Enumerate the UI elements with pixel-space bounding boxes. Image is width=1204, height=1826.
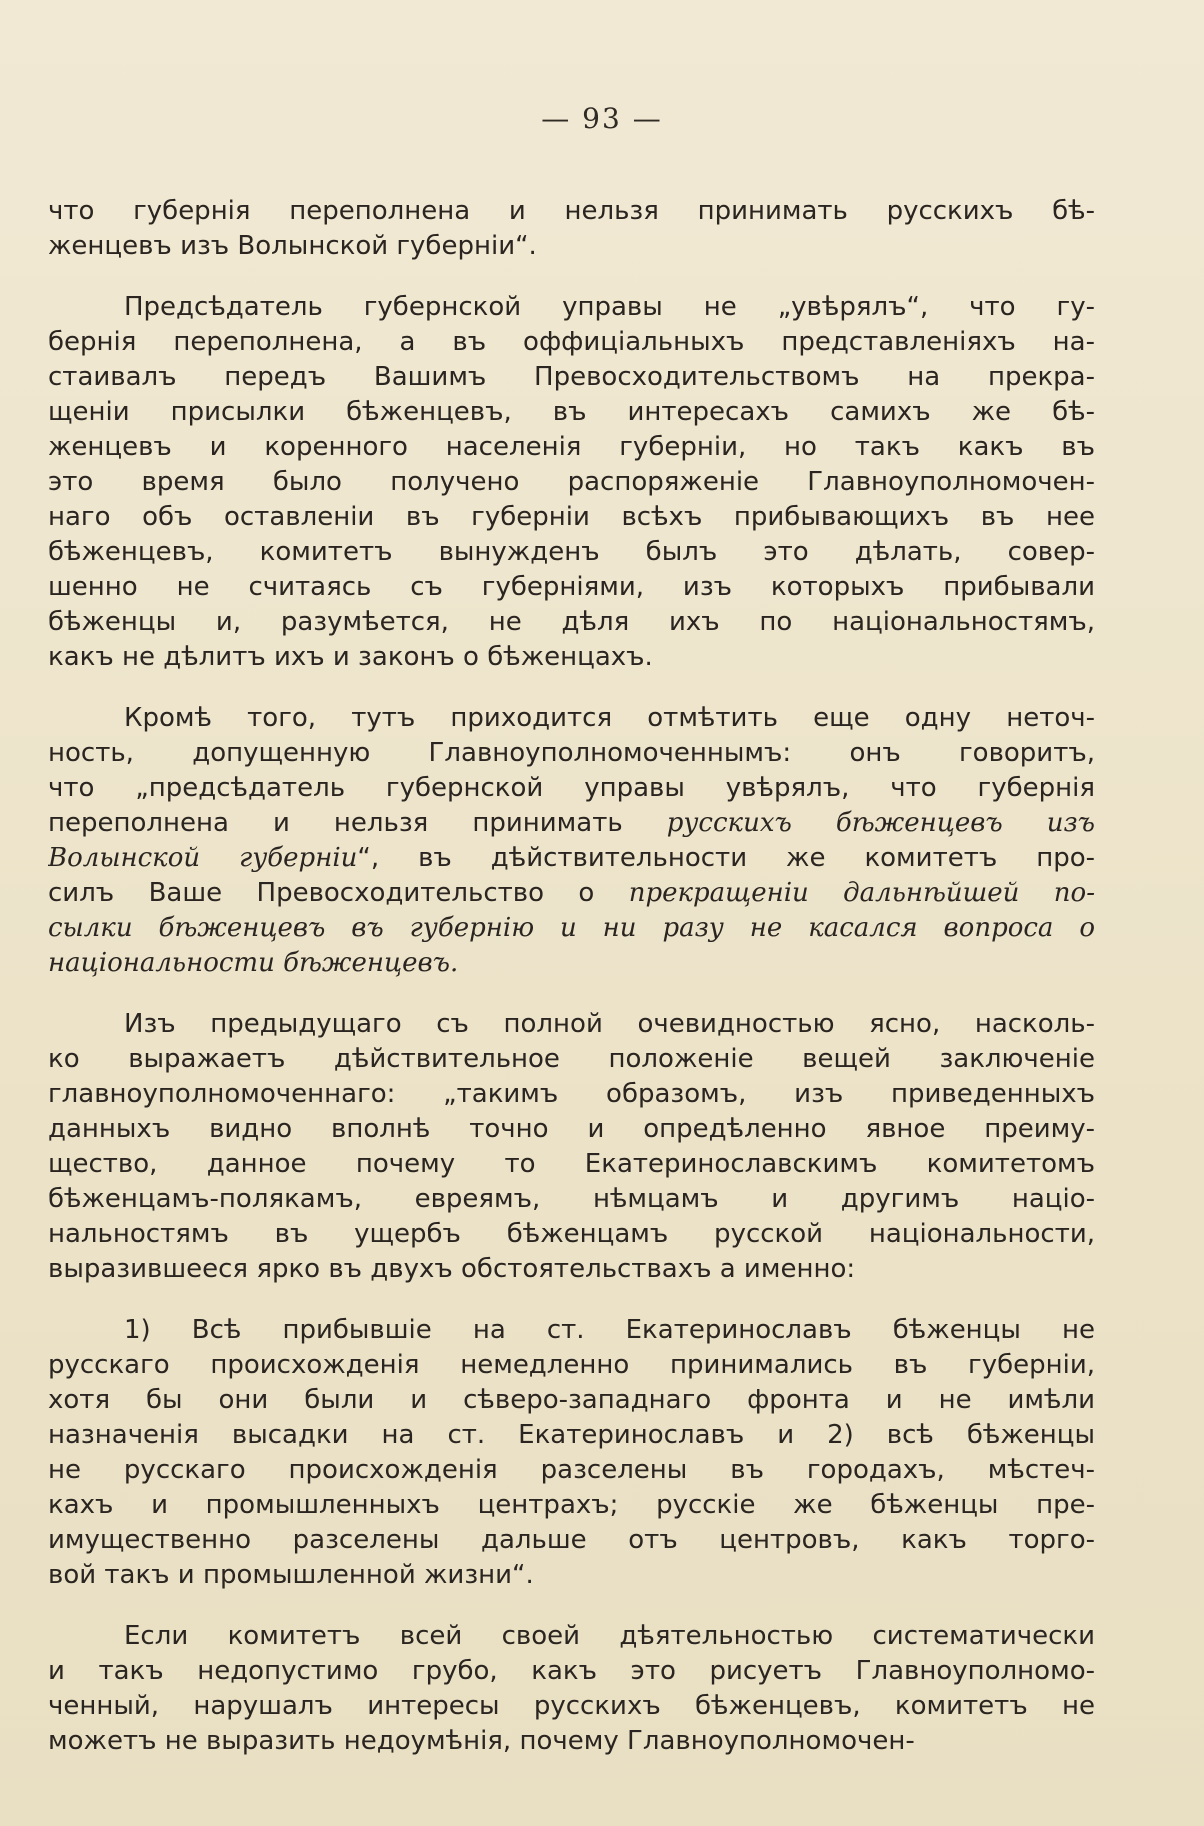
italic-text: сылки бѣженцевъ въ губернію и ни разу не касался вопроса о <box>48 913 1095 943</box>
text-line <box>48 605 1095 640</box>
text-segment: не русскаго происхожденія разселены въ городахъ, мѣстеч- <box>48 1455 1095 1485</box>
text-segment: 1) Всѣ прибывшіе на ст. Екатеринославъ бѣженцы не <box>124 1315 1095 1345</box>
text-line <box>48 1252 1095 1287</box>
text-line <box>48 640 1095 675</box>
text-line <box>48 911 1095 946</box>
text-segment: что „предсѣдатель губернской управы увѣрялъ, что губернія <box>48 773 1095 803</box>
text-line <box>48 1313 1095 1348</box>
paragraph <box>48 1619 1095 1759</box>
text-line <box>48 325 1095 360</box>
text-segment: можетъ не выразить недоумѣнія, почему Главноуполномочен- <box>48 1726 915 1756</box>
text-segment: шенно не считаясь съ губерніями, изъ которыхъ прибывали <box>48 572 1095 602</box>
text-line <box>48 1453 1095 1488</box>
text-line <box>48 1523 1095 1558</box>
text-segment: “, въ дѣйствительности же комитетъ про- <box>357 843 1095 873</box>
text-segment: главноуполномоченнаго: „такимъ образомъ, изъ приведенныхъ <box>48 1079 1095 1109</box>
text-segment: Изъ предыдущаго съ полной очевидностью ясно, насколь- <box>124 1009 1095 1039</box>
text-line <box>48 1488 1095 1523</box>
text-line <box>48 876 1095 911</box>
text-line <box>48 1619 1095 1654</box>
text-segment: Если комитетъ всей своей дѣятельностью систематически <box>124 1621 1095 1651</box>
text-segment: кахъ и промышленныхъ центрахъ; русскіе же бѣженцы пре- <box>48 1490 1095 1520</box>
text-line <box>48 771 1095 806</box>
text-segment: хотя бы они были и сѣверо-западнаго фронта и не имѣли <box>48 1385 1095 1415</box>
text-segment: щеніи присылки бѣженцевъ, въ интересахъ самихъ же бѣ- <box>48 397 1095 427</box>
paragraph <box>48 1007 1095 1287</box>
italic-text: національности бѣженцевъ. <box>48 948 459 978</box>
text-line <box>48 736 1095 771</box>
text-segment: имущественно разселены дальше отъ центровъ, какъ торго- <box>48 1525 1095 1555</box>
italic-text: русскихъ бѣженцевъ изъ <box>666 808 1095 838</box>
text-segment: женцевъ изъ Волынской губерніи“. <box>48 231 537 261</box>
text-line <box>48 1348 1095 1383</box>
paragraph <box>48 290 1095 675</box>
text-line <box>48 1077 1095 1112</box>
paragraph <box>48 194 1095 264</box>
text-line <box>48 1689 1095 1724</box>
text-segment: бѣженцамъ-полякамъ, евреямъ, нѣмцамъ и другимъ націо- <box>48 1184 1095 1214</box>
text-segment: Кромѣ того, тутъ приходится отмѣтить еще одну неточ- <box>124 703 1095 733</box>
body-text <box>48 194 1095 1785</box>
text-segment: вой такъ и промышленной жизни“. <box>48 1560 534 1590</box>
text-segment: ность, допущенную Главноуполномоченнымъ: онъ говоритъ, <box>48 738 1095 768</box>
text-line <box>48 360 1095 395</box>
text-segment: что губернія переполнена и нельзя принимать русскихъ бѣ- <box>48 196 1095 226</box>
italic-text: прекращеніи дальнѣйшей по- <box>628 878 1095 908</box>
text-segment: ченный, нарушалъ интересы русскихъ бѣженцевъ, комитетъ не <box>48 1691 1095 1721</box>
text-line <box>48 1182 1095 1217</box>
text-line <box>48 194 1095 229</box>
text-line <box>48 430 1095 465</box>
text-line <box>48 1112 1095 1147</box>
text-segment: силъ Ваше Превосходительство о <box>48 878 629 908</box>
text-line <box>48 701 1095 736</box>
text-line <box>48 1147 1095 1182</box>
text-segment: стаивалъ передъ Вашимъ Превосходительствомъ на прекра- <box>48 362 1095 392</box>
text-segment: русскаго происхожденія немедленно принимались въ губерніи, <box>48 1350 1095 1380</box>
text-line <box>48 290 1095 325</box>
text-segment: данныхъ видно вполнѣ точно и опредѣленно явное преиму- <box>48 1114 1095 1144</box>
text-segment: женцевъ и коренного населенія губерніи, но такъ какъ въ <box>48 432 1095 462</box>
text-line <box>48 841 1095 876</box>
text-line <box>48 535 1095 570</box>
text-segment: это время было получено распоряженіе Главноуполномочен- <box>48 467 1095 497</box>
text-line <box>48 946 1095 981</box>
text-line <box>48 1042 1095 1077</box>
text-segment: ко выражаетъ дѣйствительное положеніе вещей заключеніе <box>48 1044 1095 1074</box>
text-line <box>48 500 1095 535</box>
text-line <box>48 465 1095 500</box>
page-number: — 93 — <box>541 102 663 135</box>
text-line <box>48 1383 1095 1418</box>
italic-text: Волынской губерніи <box>48 843 358 873</box>
text-segment: бѣженцевъ, комитетъ вынужденъ былъ это дѣлать, совер- <box>48 537 1095 567</box>
paragraph <box>48 701 1095 981</box>
text-segment: переполнена и нельзя принимать <box>48 808 667 838</box>
text-line <box>48 806 1095 841</box>
text-segment: и такъ недопустимо грубо, какъ это рисуетъ Главноуполномо- <box>48 1656 1095 1686</box>
text-line <box>48 1418 1095 1453</box>
text-segment: выразившееся ярко въ двухъ обстоятельствахъ а именно: <box>48 1254 856 1284</box>
text-line <box>48 1217 1095 1252</box>
text-line <box>48 570 1095 605</box>
text-line <box>48 1007 1095 1042</box>
text-segment: бернія переполнена, а въ оффиціальныхъ представленіяхъ на- <box>48 327 1095 357</box>
text-segment: наго объ оставленіи въ губерніи всѣхъ прибывающихъ въ нее <box>48 502 1095 532</box>
text-segment: нальностямъ въ ущербъ бѣженцамъ русской національности, <box>48 1219 1095 1249</box>
text-line <box>48 229 1095 264</box>
text-segment: щество, данное почему то Екатеринославскимъ комитетомъ <box>48 1149 1095 1179</box>
text-segment: назначенія высадки на ст. Екатеринославъ и 2) всѣ бѣженцы <box>48 1420 1095 1450</box>
paragraph <box>48 1313 1095 1593</box>
text-line <box>48 395 1095 430</box>
text-segment: какъ не дѣлитъ ихъ и законъ о бѣженцахъ. <box>48 642 653 672</box>
text-line <box>48 1724 1095 1759</box>
text-line <box>48 1654 1095 1689</box>
text-line <box>48 1558 1095 1593</box>
text-segment: бѣженцы и, разумѣется, не дѣля ихъ по національностямъ, <box>48 607 1095 637</box>
text-segment: Предсѣдатель губернской управы не „увѣрялъ“, что гу- <box>124 292 1095 322</box>
